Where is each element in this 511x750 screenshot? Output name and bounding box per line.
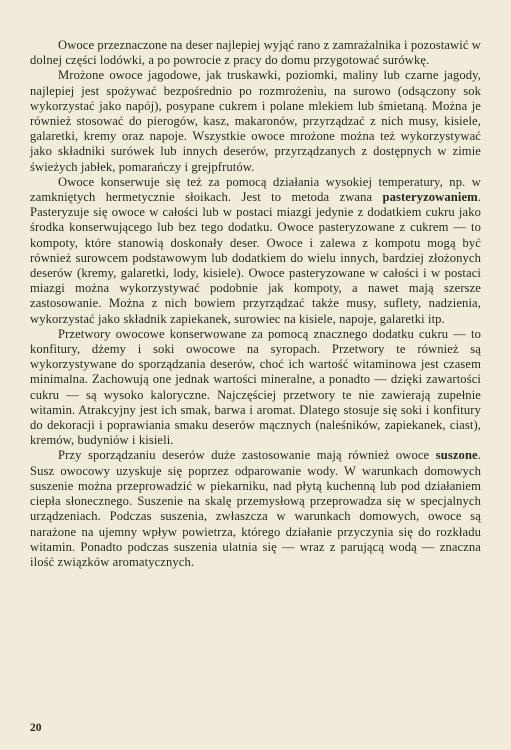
paragraph-text: Mrożone owoce jagodowe, jak truskawki, poziomki, maliny lub czarne jagody, najlepiej jest spożywać bezpośrednio po rozmrożeniu, na surowo (odsączony sok wykorzystać jako napój), posypane cukrem i polane mlekiem lub śmietaną. Można je również stosować do pierogów, kasz, makaronów, przyrządzać z nich musy, kisiele, galaretki, kremy oraz napoje. Wszystkie owoce mrożone można też wykorzystywać jako składniki surówek lub innych deserów, przyrządzanych z dostępnych w zimie świeżych jabłek, pomarańczy i grejpfrutów. (30, 68, 481, 174)
bold-term-dried: suszone (435, 448, 478, 463)
body-text (30, 38, 481, 570)
paragraph-text: Owoce konserwuje się też za pomocą działania wysokiej temperatury, np. w zamkniętych hermetycznie słoikach. Jest to metoda zwana (30, 174, 481, 205)
paragraph-text: . Susz owocowy uzyskuje się poprzez odparowanie wody. W warunkach domowych suszenie można przeprowadzić w piekarniku, nad płytą kuchenną lub pod działaniem ciepła słonecznego. Suszenie na skalę przemysłową przeprowadza się w specjalnych urządzeniach. Podczas suszenia, zwłaszcza w warunkach domowych, owoce są narażone na ujemny wpływ powietrza, którego działanie przyczynia się do rozkładu witamin. Ponadto podczas suszenia ulatnia się — wraz z parującą wodą — znaczna ilość związków aromatycznych. (30, 448, 481, 569)
paragraph-frozen-berries (30, 68, 481, 174)
paragraph-text: Przetwory owocowe konserwowane za pomocą znacznego dodatku cukru — to konfitury, dżemy i soki owocowe na syropach. Przetwory te również są wykorzystywane do sporządzania deserów, choć ich wartość witaminowa jest czasem minimalna. Zachowują one jednak wartości mineralne, a ponadto — dzięki zawartości cukru — są wysoko kaloryczne. Najczęściej przetwory te nie zawierają zupełnie witamin. Atrakcyjny jest ich smak, barwa i aromat. Dlatego stosuje się soki i konfitury do dekoracji i poprawiania smaku deserów mącznych (naleśników, zapiekanek, ciast), kremów, budyniów i kisieli. (30, 326, 481, 448)
paragraph-sugar-preserves (30, 327, 481, 449)
paragraph-pasteurization (30, 175, 481, 327)
paragraph-text: Owoce przeznaczone na deser najlepiej wyjąć rano z zamrażalnika i pozostawić w dolnej części lodówki, a po powrocie z pracy do domu przygotować surówkę. (30, 38, 481, 68)
bold-term-pasteurization: pasteryzowaniem (382, 190, 478, 205)
paragraph-text: . Pasteryzuje się owoce w całości lub w postaci miazgi jedynie z dodatkiem cukru jako środka konserwującego lub bez tego dodatku. Owoce pasteryzowane z cukrem — to kompoty, które stanowią doskonały deser. Owoce i zalewa z kompotu mogą być również surowcem podstawowym lub dodatkiem do wielu innych, bardziej złożonych deserów (kremy, galaretki, lody, kisiele). Owoce pasteryzowane w całości i w postaci miazgi można wykorzystywać podobnie jak kompoty, a nawet mają szersze zastosowanie. Można z nich bowiem przyrządzać także musy, suflety, nadzienia, wykorzystać jako składnik zapiekanek, surowiec na kisiele, napoje, galaretki itp. (30, 190, 481, 326)
page-number: 20 (30, 722, 42, 734)
paragraph-frozen-fruit-thawing (30, 38, 481, 68)
paragraph-text: Przy sporządzaniu deserów duże zastosowanie mają również owoce (58, 448, 436, 463)
paragraph-dried-fruit (30, 448, 481, 570)
